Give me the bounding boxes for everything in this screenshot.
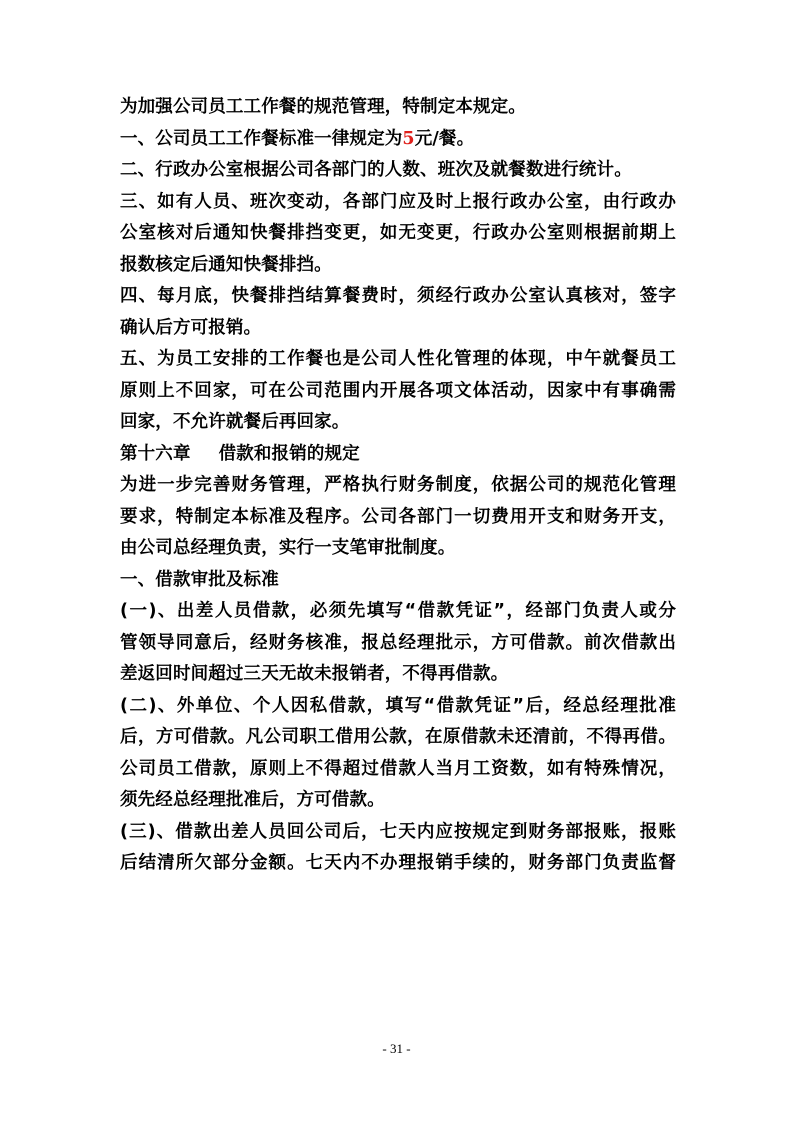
item-2-line-1: (二)、外单位、个人因私借款，填写“借款凭证”后，经总经理批准 <box>120 695 676 716</box>
rule-3-line-1: 三、如有人员、班次变动，各部门应及时上报行政办公室，由行政办 <box>120 191 676 212</box>
rule-5-line-1: 五、为员工安排的工作餐也是公司人性化管理的体现，中午就餐员工 <box>120 349 676 369</box>
rule-4-line-2: 确认后方可报销。 <box>120 317 262 338</box>
chapter-number: 第十六章 <box>120 443 191 464</box>
rule-1-text: 一、公司员工工作餐标准一律规定为 <box>120 128 403 149</box>
chapter-intro-line-2: 要求，特制定本标准及程序。公司各部门一切费用开支和财务开支， <box>120 506 676 527</box>
item-1-line-1: (一)、出差人员借款，必须先填写“借款凭证”，经部门负责人或分 <box>120 601 676 621</box>
chapter-title: 借款和报销的规定 <box>218 443 360 464</box>
rule-1-line <box>120 124 676 156</box>
item-2-line-3: 公司员工借款，原则上不得超过借款人当月工资数，如有特殊情况， <box>120 758 676 779</box>
rule-2-line: 二、行政办公室根据公司各部门的人数、班次及就餐数进行统计。 <box>120 160 632 180</box>
meal-standard-amount: 5 <box>402 128 415 149</box>
rule-3-line-2: 公室核对后通知快餐排挡变更，如无变更，行政办公室则根据前期上 <box>120 223 676 243</box>
item-2-line-2: 后，方可借款。凡公司职工借用公款，在原借款未还清前，不得再借。 <box>120 727 676 747</box>
chapter-intro-line-1: 为进一步完善财务管理，严格执行财务制度，依据公司的规范化管理 <box>120 475 676 495</box>
item-1-line-2: 管领导同意后，经财务核准，报总经理批示，方可借款。前次借款出 <box>120 632 676 653</box>
document-body <box>120 92 676 880</box>
intro-line: 为加强公司员工工作餐的规范管理，特制定本规定。 <box>120 97 526 117</box>
chapter-heading <box>120 439 676 471</box>
item-1-line-3: 差返回时间超过三天无故未报销者，不得再借款。 <box>120 664 509 684</box>
rule-1-unit: 元/餐。 <box>414 128 475 149</box>
rule-4-line-1: 四、每月底，快餐排挡结算餐费时，须经行政办公室认真核对，签字 <box>120 286 676 306</box>
section-1-heading: 一、借款审批及标准 <box>120 569 279 590</box>
item-3-line-1: (三)、借款出差人员回公司后，七天内应按规定到财务部报账，报账 <box>120 821 676 842</box>
rule-5-line-2: 原则上不回家，可在公司范围内开展各项文体活动，因家中有事确需 <box>120 380 676 401</box>
rule-5-line-3: 回家，不允许就餐后再回家。 <box>120 412 350 432</box>
item-3-line-2: 后结清所欠部分金额。七天内不办理报销手续的，财务部门负责监督 <box>120 853 676 873</box>
rule-3-line-3: 报数核定后通知快餐排挡。 <box>120 254 332 275</box>
page-number: - 31 - <box>382 1041 411 1056</box>
chapter-intro-line-3: 由公司总经理负责，实行一支笔审批制度。 <box>120 538 456 558</box>
item-2-line-4: 须先经总经理批准后，方可借款。 <box>120 790 385 810</box>
